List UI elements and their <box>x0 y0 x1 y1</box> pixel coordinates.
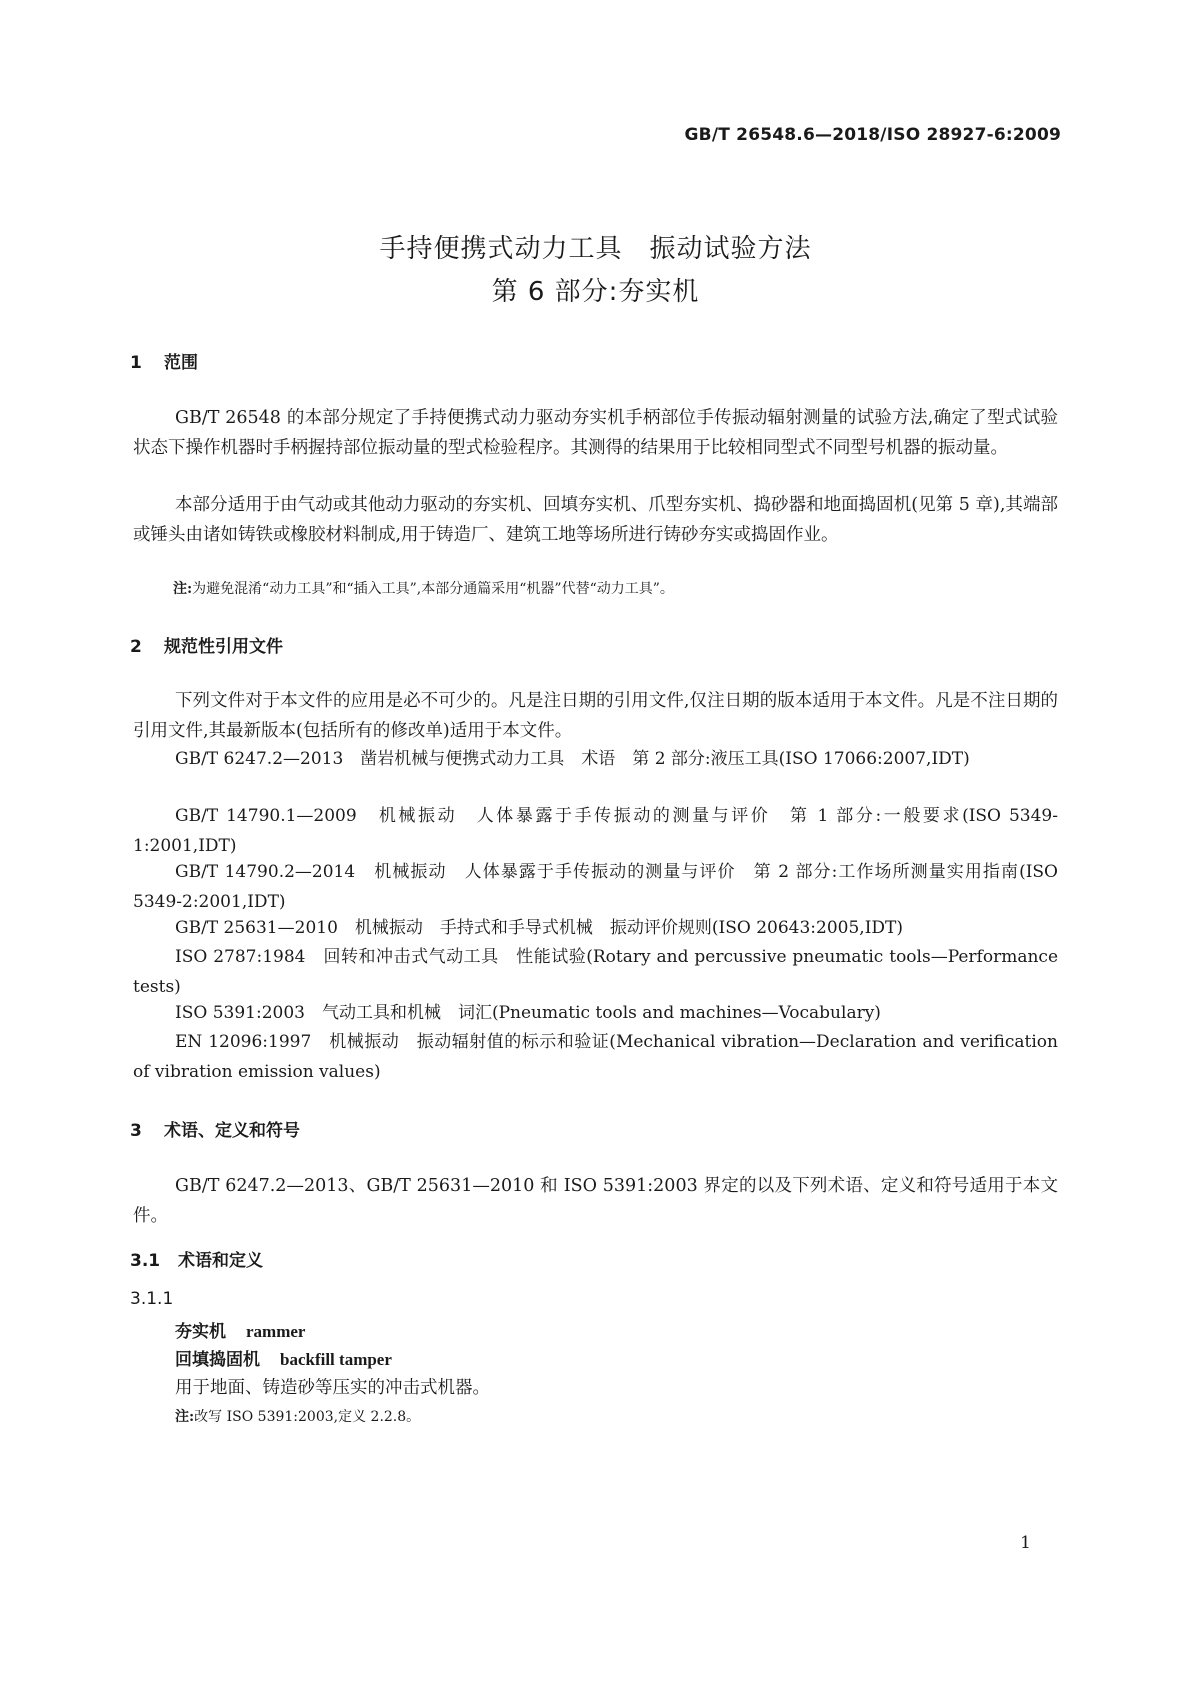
note-text: 为避免混淆“动力工具”和“插入工具”,本部分通篇采用“机器”代替“动力工具”。 <box>192 581 674 597</box>
reference-item: ISO 2787:1984 回转和冲击式气动工具 性能试验(Rotary and percussive pneumatic tools—Performance tests) <box>133 947 1058 997</box>
term-note-label: 注: <box>175 1409 195 1425</box>
reference-item: GB/T 25631—2010 机械振动 手持式和手导式机械 振动评价规则(ISO 20643:2005,IDT) <box>175 918 904 938</box>
section-1-title: 范围 <box>164 353 198 373</box>
section-3-heading <box>130 1116 300 1141</box>
section-3-intro: GB/T 6247.2—2013、GB/T 25631—2010 和 ISO 5391:2003 界定的以及下列术语、定义和符号适用于本文件。 <box>133 1176 1058 1226</box>
section-2-title: 规范性引用文件 <box>164 637 283 657</box>
term-note <box>175 1406 420 1426</box>
subsection-3-1-title: 术语和定义 <box>178 1251 263 1271</box>
page-number: 1 <box>1020 1533 1031 1553</box>
term-2-chinese: 回填捣固机 <box>175 1350 260 1370</box>
subsection-3-1-heading <box>130 1246 263 1271</box>
section-1-heading <box>130 348 198 373</box>
term-1 <box>175 1317 305 1342</box>
section-1-number: 1 <box>130 353 142 373</box>
section-2-heading <box>130 632 283 657</box>
term-note-text: 改写 ISO 5391:2003,定义 2.2.8。 <box>194 1409 421 1425</box>
reference-item: GB/T 14790.1—2009 机械振动 人体暴露于手传振动的测量与评价 第 1 部分:一般要求(ISO 5349-1:2001,IDT) <box>133 806 1058 856</box>
term-definition: 用于地面、铸造砂等压实的冲击式机器。 <box>175 1378 490 1398</box>
section-1-paragraph-2: 本部分适用于由气动或其他动力驱动的夯实机、回填夯实机、爪型夯实机、捣砂器和地面捣固机(见第 5 章),其端部或锤头由诸如铸铁或橡胶材料制成,用于铸造厂、建筑工地等场所进行铸砂夯实或捣固作业。 <box>133 495 1058 545</box>
term-1-chinese: 夯实机 <box>175 1322 226 1342</box>
document-title-line1: 手持便携式动力工具 振动试验方法 <box>379 234 812 264</box>
term-1-english: rammer <box>246 1322 306 1341</box>
section-3-number: 3 <box>130 1121 142 1141</box>
note-label: 注: <box>173 581 193 597</box>
section-2-number: 2 <box>130 637 142 657</box>
reference-item: GB/T 6247.2—2013 凿岩机械与便携式动力工具 术语 第 2 部分:液压工具(ISO 17066:2007,IDT) <box>175 749 970 769</box>
subsection-3-1-number: 3.1 <box>130 1251 161 1271</box>
section-1-note <box>173 578 674 598</box>
standard-number: GB/T 26548.6—2018/ISO 28927-6:2009 <box>684 125 1061 145</box>
reference-item: EN 12096:1997 机械振动 振动辐射值的标示和验证(Mechanical vibration—Declaration and verification of vibration emission values) <box>133 1032 1058 1082</box>
term-2-english: backfill tamper <box>280 1350 392 1369</box>
document-title-line2: 第 6 部分:夯实机 <box>491 277 700 307</box>
section-1-paragraph-1: GB/T 26548 的本部分规定了手持便携式动力驱动夯实机手柄部位手传振动辐射测量的试验方法,确定了型式试验状态下操作机器时手柄握持部位振动量的型式检验程序。其测得的结果用于比较相同型式不同型号机器的振动量。 <box>133 408 1058 458</box>
reference-item: GB/T 14790.2—2014 机械振动 人体暴露于手传振动的测量与评价 第 2 部分:工作场所测量实用指南(ISO 5349-2:2001,IDT) <box>133 862 1058 912</box>
reference-item: ISO 5391:2003 气动工具和机械 词汇(Pneumatic tools and machines—Vocabulary) <box>175 1003 881 1023</box>
section-3-title: 术语、定义和符号 <box>164 1121 300 1141</box>
term-entry-number: 3.1.1 <box>130 1289 174 1309</box>
term-2 <box>175 1345 392 1370</box>
section-2-intro: 下列文件对于本文件的应用是必不可少的。凡是注日期的引用文件,仅注日期的版本适用于本文件。凡是不注日期的引用文件,其最新版本(包括所有的修改单)适用于本文件。 <box>133 691 1058 741</box>
